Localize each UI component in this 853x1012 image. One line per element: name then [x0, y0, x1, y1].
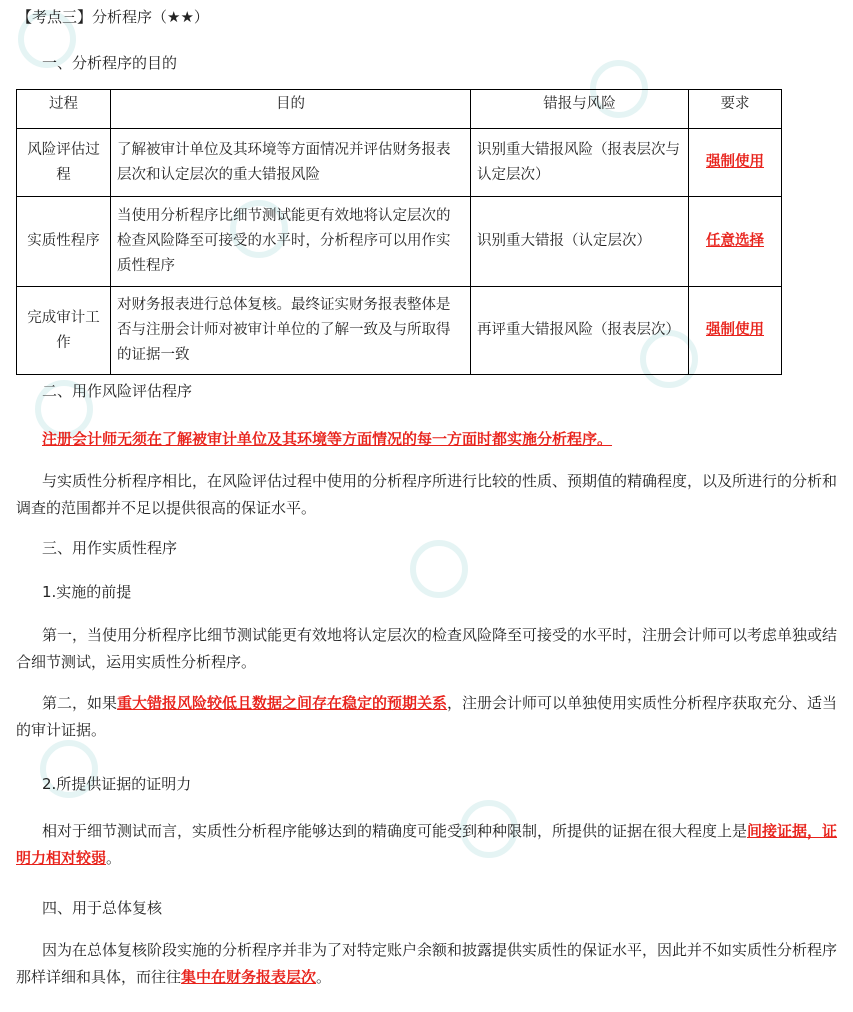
emphasis-text: 间接证据，证明力相对较弱 [16, 822, 838, 867]
table-cell-purpose: 了解被审计单位及其环境等方面情况并评估财务报表层次和认定层次的重大错报风险 [111, 129, 471, 197]
paragraph: 因为在总体复核阶段实施的分析程序并非为了对特定账户余额和披露提供实质性的保证水平，因此并不如实质性分析程序那样详细和具体，而往往集中在财务报表层次。 [16, 941, 838, 986]
paragraph: 第二，如果重大错报风险较低且数据之间存在稳定的预期关系，注册会计师可以单独使用实质性分析程序获取充分、适当的审计证据。 [16, 694, 838, 739]
table-cell-requirement: 任意选择 [706, 233, 764, 249]
table-cell-requirement: 强制使用 [706, 322, 764, 338]
sub-heading: 1.实施的前提 [42, 583, 132, 601]
table-cell-risk: 识别重大错报（认定层次） [471, 197, 689, 287]
analysis-procedure-table [16, 89, 782, 375]
sub-heading: 2.所提供证据的证明力 [42, 775, 192, 793]
paragraph: 相对于细节测试而言，实质性分析程序能够达到的精确度可能受到种种限制，所提供的证据在很大程度上是间接证据，证明力相对较弱。 [16, 822, 838, 867]
key-point-note: 注册会计师无须在了解被审计单位及其环境等方面情况的每一方面时都实施分析程序。 [42, 430, 613, 448]
emphasis-text: 集中在财务报表层次 [181, 968, 317, 986]
table-cell-requirement: 强制使用 [706, 154, 764, 170]
table-row [17, 197, 782, 287]
table-cell-purpose: 当使用分析程序比细节测试能更有效地将认定层次的检查风险降至可接受的水平时，分析程序可以用作实质性程序 [111, 197, 471, 287]
paragraph: 第一，当使用分析程序比细节测试能更有效地将认定层次的检查风险降至可接受的水平时，注册会计师可以考虑单独或结合细节测试，运用实质性分析程序。 [16, 626, 838, 671]
table-cell-risk: 再评重大错报风险（报表层次） [471, 287, 689, 375]
table-cell-process: 完成审计工作 [17, 287, 111, 375]
paragraph: 与实质性分析程序相比，在风险评估过程中使用的分析程序所进行比较的性质、预期值的精确程度，以及所进行的分析和调查的范围都并不足以提供很高的保证水平。 [16, 472, 838, 517]
table-header-cell: 要求 [689, 90, 782, 129]
emphasis-text: 重大错报风险较低且数据之间存在稳定的预期关系 [117, 694, 448, 712]
section-heading-3: 三、用作实质性程序 [42, 539, 178, 557]
table-header-cell: 目的 [111, 90, 471, 129]
table-cell-purpose: 对财务报表进行总体复核。最终证实财务报表整体是否与注册会计师对被审计单位的了解一致及与所取得的证据一致 [111, 287, 471, 375]
table-header-cell: 过程 [17, 90, 111, 129]
section-heading-2: 二、用作风险评估程序 [42, 382, 193, 400]
watermark-logo [410, 540, 468, 598]
table-header-cell: 错报与风险 [471, 90, 689, 129]
table-header-row [17, 90, 782, 129]
section-heading-4: 四、用于总体复核 [42, 899, 163, 917]
section-heading-1: 一、分析程序的目的 [42, 54, 178, 72]
table-cell-risk: 识别重大错报风险（报表层次与认定层次） [471, 129, 689, 197]
table-row [17, 129, 782, 197]
table-cell-process: 实质性程序 [17, 197, 111, 287]
table-row [17, 287, 782, 375]
table-cell-process: 风险评估过程 [17, 129, 111, 197]
page-title: 【考点三】分析程序（★★） [17, 8, 209, 26]
